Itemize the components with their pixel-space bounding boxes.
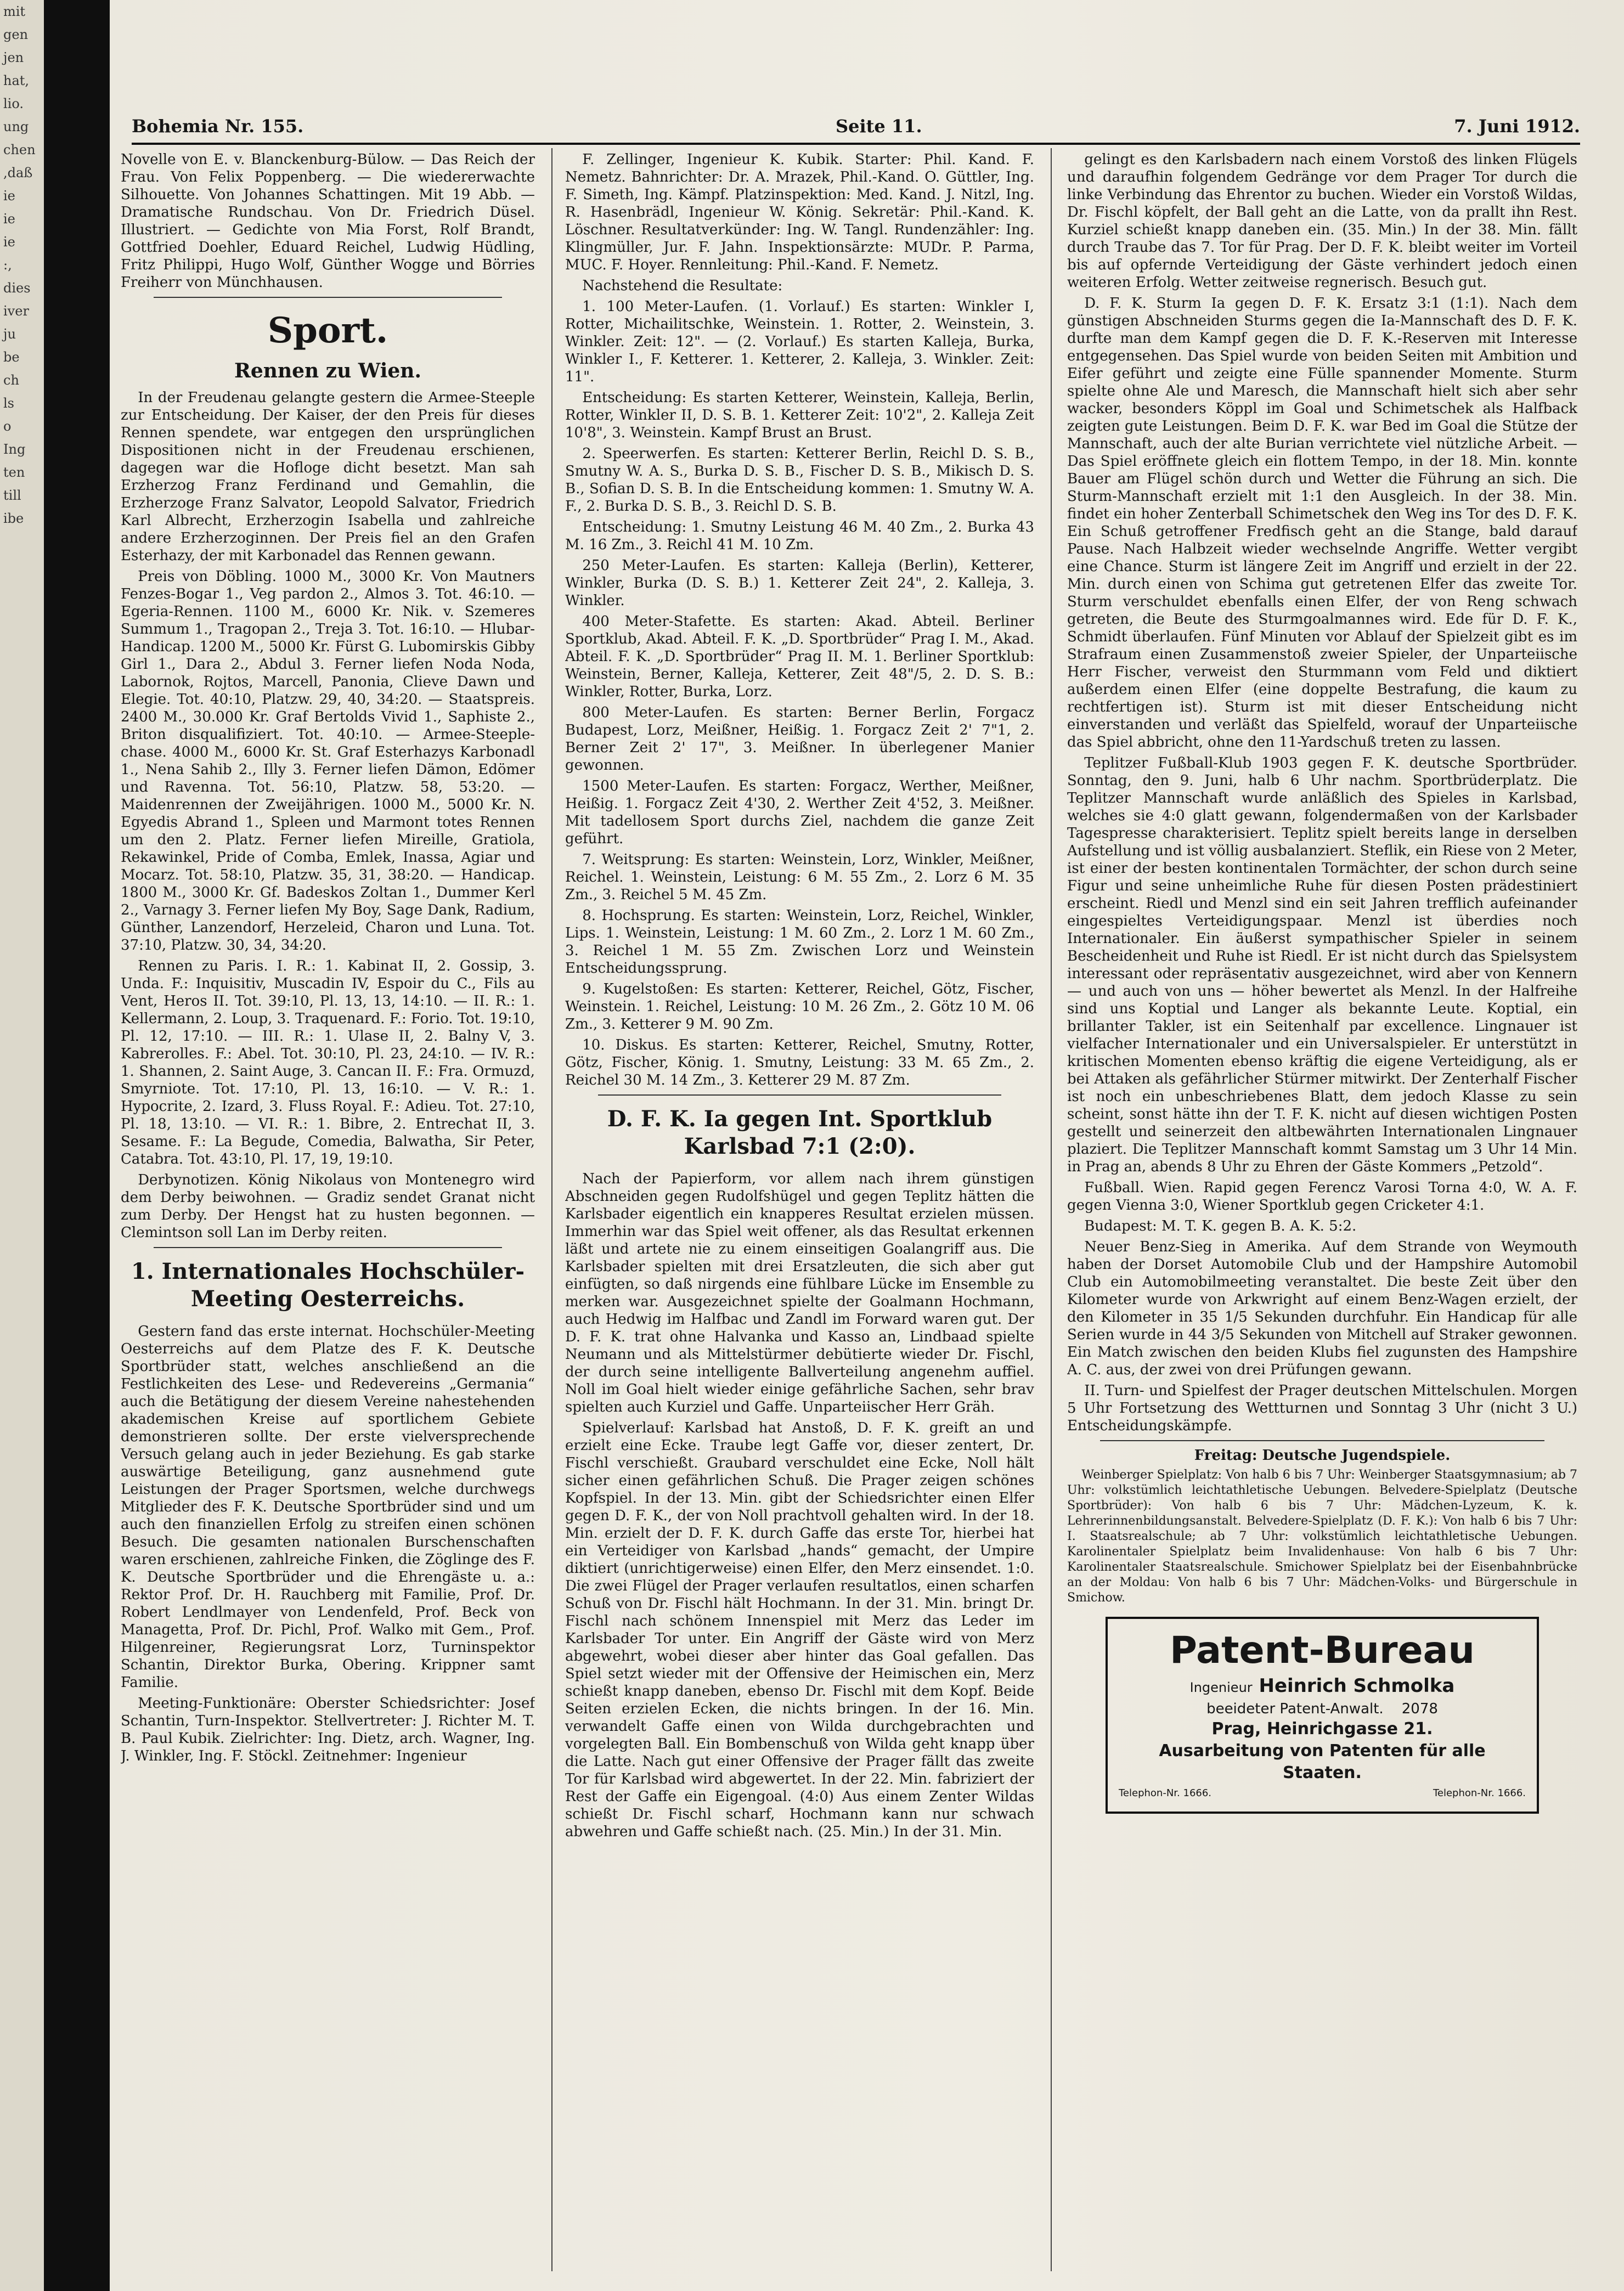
result-entry: Entscheidung: Es starten Ketterer, Weinstein, Kalleja, Berlin, Rotter, Winkler II, D. S. B. 1. Ketterer Zeit: 10'2", 2. Kalleja Zeit 10'8", 3. Weinstein. Kampf Brust an Brust.: [565, 390, 1034, 441]
column-divider: [1051, 148, 1052, 2271]
gutter-fragment: ung: [3, 119, 29, 134]
paragraph: D. F. K. Sturm Ia gegen D. F. K. Ersatz 3:1 (1:1). Nach dem günstigen Abschneiden Sturms gegen die Ia-Mannschaft des D. F. K. durfte man dem Kampf gegen die D. F. K.-Reserven mit Interesse entgegensehen. Das Spiel wurde von beiden Seiten mit Ambition und Eifer geführt und zeigte eine Fülle spannender Momente. Sturm spielte ohne Ale und Maresch, die Mannschaft hielt sich aber sehr wacker, besonders Köppl im Goal und Schimetschek als Halfback zeigten gute Leistungen. Beim D. F. K. war Bed im Goal die Stütze der Mannschaft, auch der alte Burian verrichtete viel nützliche Arbeit. — Das Spiel eröffnete gleich ein flottem Tempo, in der 18. Min. konnte Bauer am Flügel schön durch und Wetter die Führung an sich. Die Sturm-Mannschaft erzielt mit 1:1 den Ausgleich. In der 38. Min. findet ein hoher Zenterball Schimetschek den Weg ins Tor des D. F. K. Ein Schuß getroffener Fredfisch geht an die Stange, bald darauf Pause. Nach Halbzeit wieder wechselnde Angriffe. Wetter vergibt eine Chance. Sturm ist längere Zeit im Angriff und erzielt in der 22. Min. durch einen von Schima gut getretenen Elfer das zweite Tor. Sturm verschuldet ebenfalls einen Elfer, der von Reng schwach getreten, die Beute des Sturmgoalmannes wird. Ede für D. F. K., Schmidt überlaufen. Fünf Minuten vor Ablauf der Spielzeit gibt es im Strafraum einen Zusammenstoß zweier Spieler, der Unparteiische Herr Fischer, verweist den Sturmmann vom Feld und diktiert außerdem einen Elfer (eine doppelte Bestrafung, die kaum zu rechtfertigen ist). Sturm ist mit dieser Entscheidung nicht einverstanden und verläßt das Spielfeld, worauf der Unparteiische das Spiel abbricht, ohne den 11-Yardschuß treten zu lassen.: [1067, 295, 1577, 751]
separator: [154, 297, 502, 298]
ad-tel-left: Telephon-Nr. 1666.: [1119, 1787, 1212, 1799]
ad-name-prefix: Ingenieur: [1189, 1680, 1253, 1695]
header-page-number: Seite 11.: [836, 116, 922, 137]
column-2: [565, 151, 1034, 2269]
gutter-fragment: ch: [3, 373, 19, 388]
ad-tel-right: Telephon-Nr. 1666.: [1433, 1787, 1526, 1799]
gutter-fragment: iver: [3, 303, 29, 319]
result-entry: 8. Hochsprung. Es starten: Weinstein, Lorz, Reichel, Winkler, Lips. 1. Weinstein, Leistung: 1 M. 60 Zm., 2. Lorz 1 M. 60 Zm., 3. Reichel 1 M. 55 Zm. Zwischen Lorz und Weinstein Entscheidungssprung.: [565, 907, 1034, 977]
gutter-fragment: ten: [3, 465, 25, 480]
header-rule: [132, 143, 1580, 145]
paragraph: Rennen zu Paris. I. R.: 1. Kabinat II, 2. Gossip, 3. Unda. F.: Inquisitiv, Muscadin IV, Espoir du C., Fils au Vent, Heros II. Tot. 39:10, Pl. 13, 13, 14:10. — II. R.: 1. Kellermann, 2. Loup, 3. Traquenard. F.: Forio. Tot. 19:10, Pl. 12, 17:10. — III. R.: 1. Ulase II, 2. Balny V, 3. Kabrerolles. F.: Abel. Tot. 30:10, Pl. 23, 24:10. — IV. R.: 1. Shannen, 2. Saint Auge, 3. Cancan II. F.: Fra. Ormuzd, Smyrniote. Tot. 17:10, Pl. 13, 16:10. — V. R.: 1. Hypocrite, 2. Izard, 3. Fluss Royal. F.: Adieu. Tot. 27:10, Pl. 18, 13:10. — VI. R.: 1. Bibre, 2. Entrechat II, 3. Sesame. F.: La Begude, Comedia, Balwatha, Sir Peter, Catabra. Tot. 43:10, Pl. 17, 19, 19:10.: [121, 958, 535, 1167]
paragraph: Derbynotizen. König Nikolaus von Montenegro wird dem Derby beiwohnen. — Gradiz sendet Granat nicht zum Derby. Der Hengst hat zu husten begonnen. — Clemintson soll Lan im Derby reiten.: [121, 1172, 535, 1241]
gutter-fragment: jen: [3, 50, 24, 65]
gutter-fragment: hat,: [3, 73, 30, 88]
article-title-rennen: Rennen zu Wien.: [234, 359, 421, 382]
article-title-football-match: D. F. K. Ia gegen Int. Sportklub Karlsbad 7:1 (2:0).: [607, 1106, 993, 1159]
column-1: [121, 151, 535, 2269]
result-entry: 9. Kugelstoßen: Es starten: Ketterer, Reichel, Götz, Fischer, Weinstein. 1. Reichel, Leistung: 10 M. 26 Zm., 2. Götz 10 M. 06 Zm., 3. Ketterer 9 M. 90 Zm.: [565, 981, 1034, 1032]
ad-service: Ausarbeitung von Patenten für alle Staaten.: [1159, 1741, 1486, 1782]
gutter-fragment: Ing: [3, 442, 26, 457]
ad-role: beeideter Patent-Anwalt.: [1206, 1701, 1384, 1717]
separator: [598, 1094, 1001, 1096]
literary-review-text: Novelle von E. v. Blanckenburg-Bülow. — Das Reich der Frau. Von Felix Poppenberg. — Die wiedererwachte Silhouette. Von Johannes Schattingen. Mit 19 Abb. — Dramatische Rundschau. Von Dr. Friedrich Düsel. Illustriert. — Gedichte von Mia Forst, Rolf Brandt, Gottfried Doehler, Eduard Reichel, Ludwig Hüdling, Fritz Philippi, Hugo Wolf, Günther Wogge und Börries Freiherr von Münchhausen.: [121, 151, 535, 291]
result-entry: 10. Diskus. Es starten: Ketterer, Reichel, Smutny, Rotter, Götz, Fischer, König. 1. Smutny, Leistung: 33 M. 65 Zm., 2. Reichel 30 M. 14 Zm., 3. Ketterer 29 M. 87 Zm.: [565, 1037, 1034, 1088]
result-entry: 1500 Meter-Laufen. Es starten: Forgacz, Werther, Meißner, Heißig. 1. Forgacz Zeit 4'30, 2. Werther Zeit 4'52, 3. Meißner. Mit tadellosem Sport durchs Ziel, nachdem die ganze Zeit geführt.: [565, 778, 1034, 847]
result-entry: 400 Meter-Stafette. Es starten: Akad. Abteil. Berliner Sportklub, Akad. Abteil. F. K. „D. Sportbrüder“ Prag I. M., Akad. Abteil. F. K. „D. Sportbrüder“ Prag II. M. 1. Berliner Sportklub: Weinstein, Berner, Kalleja, Ketterer, Zeit 48"/5, 2. D. S. B.: Winkler, Rotter, Burka, Lorz.: [565, 613, 1034, 700]
paragraph: Nach der Papierform, vor allem nach ihrem günstigen Abschneiden gegen Rudolfshügel und gegen Teplitz hätten die Karlsbader eigentlich ein knapperes Resultat erzielen müssen. Immerhin war das Spiel weit offener, als das Resultat erkennen läßt und artete nie zu einem einseitigen Goalangriff aus. Die Karlsbader spielten mit drei Ersatzleuten, die sich aber gut einfügten, so daß nirgends eine fühlbare Lücke im Ensemble zu merken war. Ausgezeichnet spielte der Goalmann Hochmann, auch Hedwig im Halfbac und Zandl im Forward waren gut. Der D. F. K. trat ohne Halvanka und Kasso an, Lindbaad spielte Neumann und als Mittelstürmer debütierte wieder Dr. Fischl, der durch seine intelligente Ballverteilung angenehm auffiel. Noll im Goal hielt wieder einige gefährliche Sachen, sehr brav spielten auch Kurziel und Gaffe. Unparteiischer Herr Gräh.: [565, 1171, 1034, 1415]
separator: [154, 1247, 502, 1248]
gutter-fragment: ls: [3, 396, 14, 411]
gutter-fragment: gen: [3, 27, 29, 42]
gutter-fragment: ibe: [3, 511, 24, 526]
ad-name: Heinrich Schmolka: [1259, 1675, 1455, 1697]
separator: [1100, 1440, 1544, 1441]
ad-role-line: [1119, 1700, 1526, 1718]
article-body-meeting: [121, 1323, 535, 1765]
paragraph: Fußball. Wien. Rapid gegen Ferencz Varosi Torna 4:0, W. A. F. gegen Vienna 3:0, Wiener Sportklub gegen Cricketer 4:1.: [1067, 1180, 1577, 1214]
gutter-fragment: ie: [3, 234, 15, 250]
paragraph: Budapest: M. T. K. gegen B. A. K. 5:2.: [1084, 1218, 1357, 1234]
column-3: [1067, 151, 1577, 2269]
article-body-rennen: [121, 389, 535, 1242]
gutter-fragment: lio.: [3, 96, 24, 111]
paragraph: gelingt es den Karlsbadern nach einem Vorstoß des linken Flügels und daraufhin folgendem Gedränge vor dem Prager Tor durch die linke Verbindung das Ehrentor zu buchen. Wieder ein Vorstoß Wildas, Dr. Fischl köpfelt, der Ball geht an die Latte, von da prallt ihn Rest. Kurziel schießt knapp daneben ein. (35. Min.) In der 38. Min. fällt durch Traube das 7. Tor für Prag. Der D. F. K. bleibt weiter im Vorteil bis auf opfernde Verteidigung der Gäste verhindert jedoch einen weiteren Erfolg. Wetter zeitweise regnerisch. Besuch gut.: [1067, 151, 1577, 291]
paragraph: Preis von Döbling. 1000 M., 3000 Kr. Von Mautners Fenzes-Bogar 1., Veg pardon 2., Almos 3. Tot. 46:10. — Egeria-Rennen. 1100 M., 6000 Kr. Nik. v. Szemeres Summum 1., Tragopan 2., Treja 3. Tot. 16:10. — Hlubar-Handicap. 1200 M., 5000 Kr. Fürst G. Lubomirskis Gibby Girl 1., Dara 2., Abdul 3. Ferner liefen Noda Noda, Labornok, Rojtos, Marcell, Panonia, Clieve Dawn und Elegie. Tot. 40:10, Platzw. 29, 40, 34:20. — Staatspreis. 2400 M., 30.000 Kr. Graf Bertolds Vivid 1., Saphiste 2., Briton disqualifiziert. Tot. 40:10. — Armee-Steeple-chase. 4000 M., 6000 Kr. St. Graf Esterhazys Karbonadl 1., Nena Sahib 2., Illy 3. Ferner liefen Dämon, Edömer und Ravenna. Tot. 56:10, Platzw. 58, 53:20. — Maidenrennen der Zweijährigen. 1000 M., 5000 Kr. N. Egyedis Abrand 1., Spleen und Marmont totes Rennen um den 2. Platz. Ferner liefen Mireille, Gratiola, Rekawinkel, Pride of Comba, Emlek, Inassa, Agiar und Mocarz. Tot. 58:10, Platzw. 35, 31, 38:20. — Handicap. 1800 M., 3000 Kr. Gf. Badeskos Zoltan 1., Dummer Kerl 2., Varnagy 3. Ferner liefen My Boy, Sage Dank, Radium, Günther, Lanzendorf, Herzeleid, Charon und Luna. Tot. 37:10, Platzw. 30, 34, 34:20.: [121, 568, 535, 953]
article-body-football-match: [565, 1170, 1034, 1841]
athletics-results: [565, 151, 1034, 1089]
gutter-fragment: dies: [3, 280, 31, 296]
gutter-fragment: be: [3, 349, 20, 365]
paragraph: II. Turn- und Spielfest der Prager deutschen Mittelschulen. Morgen 5 Uhr Fortsetzung des Wettturnen und Sonntag 3 Uhr (nicht 3 U.) Entscheidungskämpfe.: [1067, 1383, 1577, 1434]
result-entry: 800 Meter-Laufen. Es starten: Berner Berlin, Forgacz Budapest, Lorz, Meißner, Heißig. 1. Forgacz Zeit 2' 7"1, 2. Berner Zeit 2' 17", 3. Meißner. In überlegener Manier gewonnen.: [565, 704, 1034, 774]
gutter-fragment: chen: [3, 142, 36, 157]
notice-title: Freitag: Deutsche Jugendspiele.: [1194, 1447, 1451, 1464]
paragraph: In der Freudenau gelangte gestern die Armee-Steeple zur Entscheidung. Der Kaiser, der den Preis für dieses Rennen spendete, war entgegen den ursprünglichen Dispositionen nicht in der Freudenau erschienen, dagegen war die Hofloge dicht besetzt. Man sah Erzherzog Franz Ferdinand und Gemahlin, die Erzherzoge Franz Salvator, Leopold Salvator, Friedrich Karl Albrecht, Erzherzogin Isabella und zahlreiche andere Erzherzoginnen. Der Preis fiel an den Grafen Esterhazy, der mit Karbonadel das Rennen gewann.: [121, 390, 535, 564]
gutter-fragment: o: [3, 419, 12, 434]
section-heading-sport: Sport.: [267, 310, 388, 351]
paragraph: Spielverlauf: Karlsbad hat Anstoß, D. F. K. greift an und erzielt eine Ecke. Traube legt Gaffe vor, dieser zentert, Dr. Fischl verschießt. Graubard verschuldet eine Ecke, Noll hält sicher einen gefährlichen Schuß. Die Prager zeigen schönes Kopfspiel. In der 13. Min. gibt der Schiedsrichter einen Elfer gegen D. F. K., der von Noll prachtvoll gehalten wird. In der 18. Min. erzielt der D. F. K. durch Gaffe das erste Tor, hierbei hat ein Verteidiger von Karlsbad „hands“ gemacht, der Umpire diktiert (unrichtigerweise) einen Elfer, den Merz einsendet. 1:0. Die zwei Flügel der Prager verlaufen resultatlos, einen scharfen Schuß von Dr. Fischl hält Hochmann. In der 31. Min. bringt Dr. Fischl nach schönem Innenspiel mit Merz das Leder im Karlsbader Tor unter. Ein Angriff der Gäste wird von Merz abgewehrt, wobei dieser aber hinter das Goal gefallen. Das Spiel setzt wieder mit der Offensive der Heimischen ein, Merz schießt knapp daneben, ebenso Dr. Fischl mit dem Kopf. Beide Seiten erzielen Ecken, die nichts bringen. In der 16. Min. verwandelt Gaffe einen von Wilda durchgebrachten und vorgelegten Ball. Ein Bombenschuß von Wilda geht knapp über die Latte. Nach gut einer Offensive der Prager fällt das zweite Tor für Karlsbad wird abgewertet. In der 22. Min. fabriziert der Rest der Gaffe ein Eigengoal. (4:0) Aus einem Zenter Wildas schießt Dr. Fischl scharf, Hochmann kann nur schwach abwehren und Gaffe schießt nach. (25. Min.) In der 31. Min.: [565, 1420, 1034, 1840]
article-title-meeting: 1. Internationales Hochschüler-Meeting Oesterreichs.: [131, 1259, 525, 1312]
ad-name-line: [1119, 1674, 1526, 1700]
header-date: 7. Juni 1912.: [1454, 116, 1580, 137]
paragraph: Neuer Benz-Sieg in Amerika. Auf dem Strande von Weymouth haben der Dorset Automobile Club und der Hampshire Automobil Club ein Automobilmeeting veranstaltet. Die beste Zeit über den Kilometer wurde von Arkwright auf einem Benz-Wagen erzielt, der den Kilometer in 35 1/5 Sekunden durchfuhr. Ein Handicap für alle Serien wurde in 44 3/5 Sekunden von Mitchell auf Straker gewonnen. Ein Match zwischen den beiden Klubs fiel zugunsten des Hampshire A. C. aus, der zwei von drei Prüfungen gewann.: [1067, 1239, 1577, 1378]
result-entry: 250 Meter-Laufen. Es starten: Kalleja (Berlin), Ketterer, Winkler, Burka (D. S. B.) 1. Ketterer Zeit 24", 2. Kalleja, 3. Winkler.: [565, 557, 1034, 609]
notice-body: Weinberger Spielplatz: Von halb 6 bis 7 Uhr: Weinberger Staatsgymnasium; ab 7 Uhr: volkstümlich leichtathletische Uebungen. Belvedere-Spielplatz (Deutsche Sportbrüder): Von halb 6 bis 7 Uhr: Mädchen-Lyzeum, K. k. Lehrerinnenbildungsanstalt. Belvedere-Spielplatz (D. F. K.): Von halb 6 bis 7 Uhr: I. Staatsrealschule; ab 7 Uhr: volkstümlich leichtathletische Uebungen. Karolinentaler Spielplatz beim Invalidenhause: Von halb 6 bis 7 Uhr: Karolinentaler Staatsrealschule. Smichower Spielplatz bei der Eisenbahnbrücke an der Moldau: Von halb 6 bis 7 Uhr: Mädchen-Volks- und Bürgerschule in Smichow.: [1067, 1468, 1577, 1605]
paragraph: Teplitzer Fußball-Klub 1903 gegen F. K. deutsche Sportbrüder. Sonntag, den 9. Juni, halb 6 Uhr nachm. Sportbrüderplatz. Die Teplitzer Mannschaft wurde anläßlich des Spieles in Karlsbad, welches sie 4:0 glatt gewann, folgendermaßen von der Karlsbader Tagespresse charakterisiert. Teplitz spielt bereits lange in derselben Aufstellung und ist völlig ausbalanziert. Steflik, ein Riese von 2 Meter, ist einer der besten kontinentalen Tormächter, der schon durch seine Figur und seine unheimliche Ruhe für diesen Posten prädestiniert erscheint. Riedl und Menzl sind ein seit Jahren trefflich aufeinander eingespieltes Verteidigungspaar. Menzl ist überdies noch Internationaler. Ein äußerst sympathischer Spieler in seinem Bescheidenheit und Ruhe ist Riedl. Er ist nicht durch das Spielsystem interessant oder repräsentativ ausgezeichnet, wird aber von Kennern — und auch von uns — höher bewertet als Menzl. In der Halfreihe sind uns Koptial und Langer als bekannte Leute. Koptial, ein brillanter Takler, ist ein Seitenhalf par excellence. Lingnauer ist vielfacher Internationaler und ein Universalspieler. Er unterstützt in kritischen Momenten ebenso kräftig die eigene Verteidigung, als er bei Attaken als gefährlicher Stürmer mitwirkt. Der Zenterhalf Fischer ist noch ein unbeschriebenes Blatt, dem jedoch Klasse zu sein scheint, sonst hätte ihn der T. F. K. nicht auf diesen wichtigen Posten gestellt und seinerzeit den altbewährten Internationalen Lingnauer plaziert. Die Teplitzer Mannschaft kommt Samstag um 3 Uhr 14 Min. in Prag an, abends 8 Uhr zu Ehren der Gäste Kommers „Petzold“.: [1067, 755, 1577, 1175]
ad-address: Prag, Heinrichgasse 21.: [1211, 1719, 1433, 1739]
column-divider: [551, 148, 552, 2271]
result-entry: Entscheidung: 1. Smutny Leistung 46 M. 40 Zm., 2. Burka 43 M. 16 Zm., 3. Reichl 41 M. 10 Zm.: [565, 519, 1034, 553]
result-entry: 2. Speerwerfen. Es starten: Ketterer Berlin, Reichl D. S. B., Smutny W. A. S., Burka D. S. B., Fischer D. S. B., Mikisch D. S. B., Sofian D. S. B. In die Entscheidung kommen: 1. Smutny W. A. F., 2. Burka D. S. B., 3. Reichl D. S. B.: [565, 445, 1034, 515]
gutter-fragment: ju: [3, 326, 16, 342]
gutter-fragment: :,: [3, 257, 12, 273]
sports-news: [1067, 151, 1577, 1435]
gutter-fragment: ie: [3, 211, 15, 227]
paragraph: Gestern fand das erste internat. Hochschüler-Meeting Oesterreichs auf dem Platze des F. K. Deutsche Sportbrüder statt, welches anschließend an die Festlichkeiten des Lese- und Redevereins „Germania“ auch die Betätigung der diesem Vereine nahestehenden akademischen Kreise auf sportlichem Gebiete demonstrieren sollte. Der erste vielversprechende Versuch gelang auch in jeder Beziehung. Es gab starke auswärtige Beteiligung, ganz ausnehmend gute Leistungen der Prager Sportsmen, welche durchwegs Mitglieder des F. K. Deutsche Sportbrüder sind und um auch den finanziellen Erfolg zu streifen einen schönen Besuch. Die gesamten nationalen Burschenschaften waren erschienen, zahlreiche Finken, die Zöglinge des F. K. Deutsche Sportbrüder und die Ehrengäste u. a.: Rektor Prof. Dr. H. Rauchberg mit Familie, Prof. Dr. Robert Lendlmayer von Lendenfeld, Prof. Beck von Managetta, Prof. Dr. Pichl, Prof. Walko mit Gem., Prof. Hilgenreiner, Regierungsrat Lorz, Turninspektor Schantin, Direktor Burka, Obering. Krippner samt Familie.: [121, 1323, 535, 1691]
paragraph: Meeting-Funktionäre: Oberster Schiedsrichter: Josef Schantin, Turn-Inspektor. Stellvertreter: J. Richter M. T. B. Paul Kubik. Zielrichter: Ing. Dietz, arch. Wagner, Ing. J. Winkler, Ing. F. Stöckl. Zeitnehmer: Ingenieur: [121, 1695, 535, 1764]
result-entry: 7. Weitsprung: Es starten: Weinstein, Lorz, Winkler, Meißner, Reichel. 1. Weinstein, Leistung: 6 M. 55 Zm., 2. Lorz 6 M. 35 Zm., 3. Reichel 5 M. 45 Zm.: [565, 851, 1034, 903]
result-entry: F. Zellinger, Ingenieur K. Kubik. Starter: Phil. Kand. F. Nemetz. Bahnrichter: Dr. A. Mrazek, Phil.-Kand. O. Güttler, Ing. F. Simeth, Ing. Kämpf. Platzinspektion: Med. Kand. J. Nitzl, Ing. R. Hasenbrädl, Ingenieur W. König. Sekretär: Phil.-Kand. K. Löschner. Resultatverkünder: Ing. W. Tangl. Rundenzähler: Ing. Klingmüller, Jur. F. Jahn. Inspektionsärzte: MUDr. P. Parma, MUC. F. Hoyer. Rennleitung: Phil.-Kand. F. Nemetz.: [565, 151, 1034, 273]
adjacent-page-edge: [0, 0, 44, 2291]
ad-telephones: [1119, 1784, 1526, 1803]
header-masthead: Bohemia Nr. 155.: [132, 116, 304, 137]
gutter-fragment: till: [3, 488, 21, 503]
page-header: [132, 110, 1580, 143]
ad-number: 2078: [1401, 1701, 1438, 1717]
ad-title: Patent-Bureau: [1170, 1629, 1475, 1672]
gutter-fragment: ,daß: [3, 165, 33, 180]
gutter-fragment: ie: [3, 188, 15, 204]
result-entry: 1. 100 Meter-Laufen. (1. Vorlauf.) Es starten: Winkler I, Rotter, Michailitschke, Weinstein. 1. Rotter, 2. Weinstein, 3. Winkler. Zeit: 12". — (2. Vorlauf.) Es starten Kalleja, Burka, Winkler I., F. Ketterer. 1. Ketterer, 2. Kalleja, 3. Winkler. Zeit: 11".: [565, 298, 1034, 385]
patent-bureau-advertisement: [1106, 1617, 1539, 1814]
result-entry: Nachstehend die Resultate:: [582, 278, 783, 294]
gutter-fragment: mit: [3, 4, 26, 19]
